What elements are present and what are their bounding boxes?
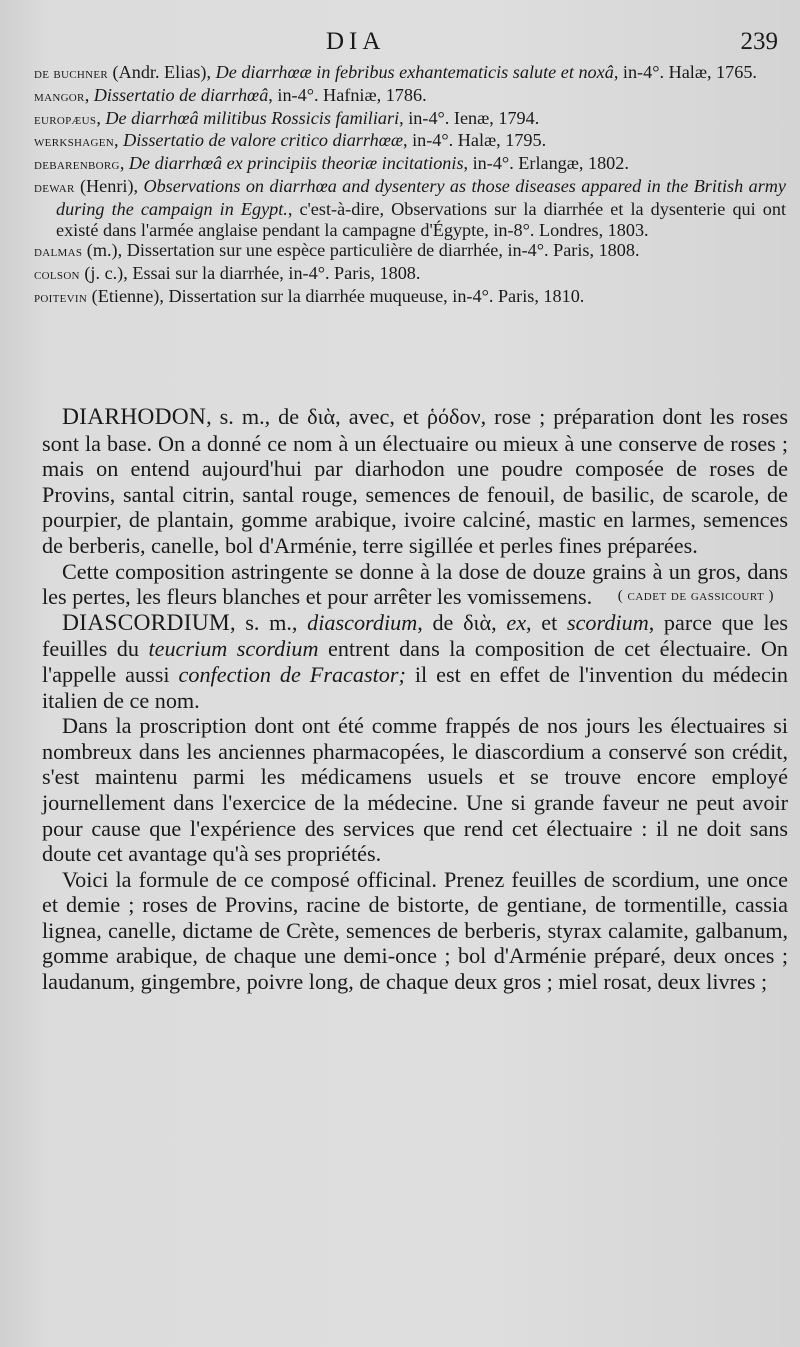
article-diarhodon-p2: [42, 559, 788, 610]
page-header: [0, 28, 800, 58]
diascordium-italic: diascordium: [307, 609, 418, 635]
bib-author: werkshagen: [34, 134, 114, 151]
bib-author: dalmas: [34, 244, 83, 261]
headword-diascordium: DIASCORDIUM: [62, 609, 231, 636]
diascordium-text: , s. m.,: [230, 609, 308, 635]
article-diascordium-p3: [42, 867, 788, 995]
bib-entry: [34, 263, 786, 286]
bib-rest: , in-4°. Erlangæ, 1802.: [463, 153, 629, 174]
author-signature: ( cadet de gassicourt ): [617, 588, 774, 605]
bib-rest: Dissertation sur la diarrhée muqueuse, in-4°. Paris, 1810.: [168, 285, 585, 306]
diascordium-italic: confection de Fracastor;: [178, 661, 406, 687]
bib-author: europæus: [34, 111, 97, 128]
bib-author: colson: [34, 267, 80, 284]
headword-diarhodon: DIARHODON: [62, 404, 207, 430]
diascordium-text: il est en effet de l'invention du médecin italien de ce nom.: [42, 661, 788, 713]
bib-sep: ,: [96, 107, 106, 128]
diascordium-formula: Voici la formule de ce composé officinal. Prenez feuilles de scordium, une once et demie ; roses de Provins, racine de bistorte, de gentiane, de tormentille, cassia lignea, canelle, dictame de Crète, semences de berberis, styrax calamite, galbanum, gomme arabique, de chaque une demi-once ; bol d'Arménie préparé, deux onces ; laudanum, gingembre, poivre long, de chaque deux gros ; miel rosat, deux livres ;: [42, 866, 788, 995]
bib-title: De diarrhœæ in febribus exhantematicis salute et noxâ: [215, 62, 614, 82]
bib-rest: , in-4°. Halæ, 1765.: [613, 62, 757, 82]
bib-sep: (Etienne),: [87, 285, 169, 306]
bib-title: Dissertatio de valore critico diarrhœæ: [123, 130, 403, 151]
bib-rest: Essai sur la diarrhée, in-4°. Paris, 1808.: [132, 263, 421, 284]
bib-entry: [34, 62, 786, 85]
bib-author: debarenborg: [34, 157, 120, 174]
bib-author: poitevin: [34, 289, 88, 306]
bib-sep: (Andr. Elias),: [107, 62, 216, 82]
article-body: [42, 404, 788, 995]
bib-author: dewar: [34, 179, 75, 196]
bib-entry: [34, 176, 786, 240]
bib-rest: , c'est-à-dire, Observations sur la diarrhée et la dysenterie qui ont existé dans l'armée anglaise pendant la campagne d'Égypte, in-8°. Londres, 1803.: [56, 198, 786, 240]
diarhodon-dosage: Cette composition astringente se donne à la dose de douze grains à un gros, dans les pertes, les fleurs blanches et pour arrêter les vomissemens.: [42, 558, 788, 610]
bib-rest: Dissertation sur une espèce particulière de diarrhée, in-4°. Paris, 1808.: [126, 240, 640, 261]
diascordium-italic: ex: [506, 609, 527, 635]
diarhodon-definition: , s. m., de διὰ, avec, et ῥόδον, rose ; préparation dont les roses sont la base. On a donné ce nom à un électuaire ou mieux à une conserve de roses ; mais on entend aujourd'hui par diarhodon une poudre composée de roses de Provins, santal citrin, santal rouge, semences de fenouil, de basilic, de scarole, de pourpier, de plantain, gomme arabique, ivoire calciné, mastic en larmes, semences de berberis, canelle, bol d'Arménie, terre sigillée et perles fines préparées.: [42, 404, 788, 558]
bib-rest: , in-4°. Hafniæ, 1786.: [268, 84, 427, 105]
bib-author: de buchner: [34, 66, 108, 82]
bib-title: Dissertatio de diarrhœâ: [93, 84, 269, 105]
bib-title: Observations on diarrhœa and dysentery as those diseases appared in the British army during the campaign in Egypt.: [56, 175, 786, 219]
bib-sep: ,: [84, 84, 94, 105]
article-diascordium-p2: [42, 713, 788, 867]
bib-sep: (Henri),: [74, 175, 144, 196]
bib-rest: , in-4°. Ienæ, 1794.: [399, 107, 540, 128]
article-diarhodon-p1: [42, 404, 788, 559]
diascordium-history: Dans la proscription dont ont été comme frappés de nos jours les électuaires si nombreux dans les anciennes pharmacopées, le diascordium a conservé son crédit, s'est maintenu parmi les médicamens usuels et se trouve encore employé journellement dans l'exercice de la médecine. Une si grande faveur ne peut avoir pour cause que l'expérience des services que rend cet électuaire : il ne doit sans doute cet avantage qu'à ses propriétés.: [42, 713, 788, 867]
bib-entry: [34, 108, 786, 131]
bib-title: De diarrhœâ ex principiis theoriæ incitationis: [128, 153, 464, 174]
bib-entry: [34, 130, 786, 153]
diascordium-italic: teucrium scordium: [148, 636, 319, 662]
running-head: DIA: [326, 28, 386, 55]
diascordium-text: , et: [526, 609, 567, 635]
bib-title: De diarrhœâ militibus Rossicis familiari: [105, 107, 400, 128]
bib-entry: [34, 240, 786, 263]
bib-sep: ,: [114, 130, 124, 151]
bib-sep: (j. c.),: [79, 263, 133, 284]
article-diascordium-p1: [42, 610, 788, 713]
page-number: 239: [740, 28, 778, 55]
diascordium-text: , parce que les feuilles du: [42, 609, 788, 662]
bib-author: mangor: [34, 88, 85, 105]
diascordium-italic: scordium: [566, 609, 649, 635]
diascordium-text: entrent dans la composition de cet électuaire. On l'appelle aussi: [42, 636, 788, 687]
bib-entry: [34, 85, 786, 108]
bib-entry: [34, 286, 786, 309]
bib-sep: (m.),: [82, 240, 127, 261]
bib-entry: [34, 153, 786, 176]
bib-rest: , in-4°. Halæ, 1795.: [402, 130, 547, 151]
diascordium-text: , de διὰ,: [417, 609, 507, 635]
bibliography-list: [34, 62, 786, 309]
bib-sep: ,: [119, 153, 129, 174]
